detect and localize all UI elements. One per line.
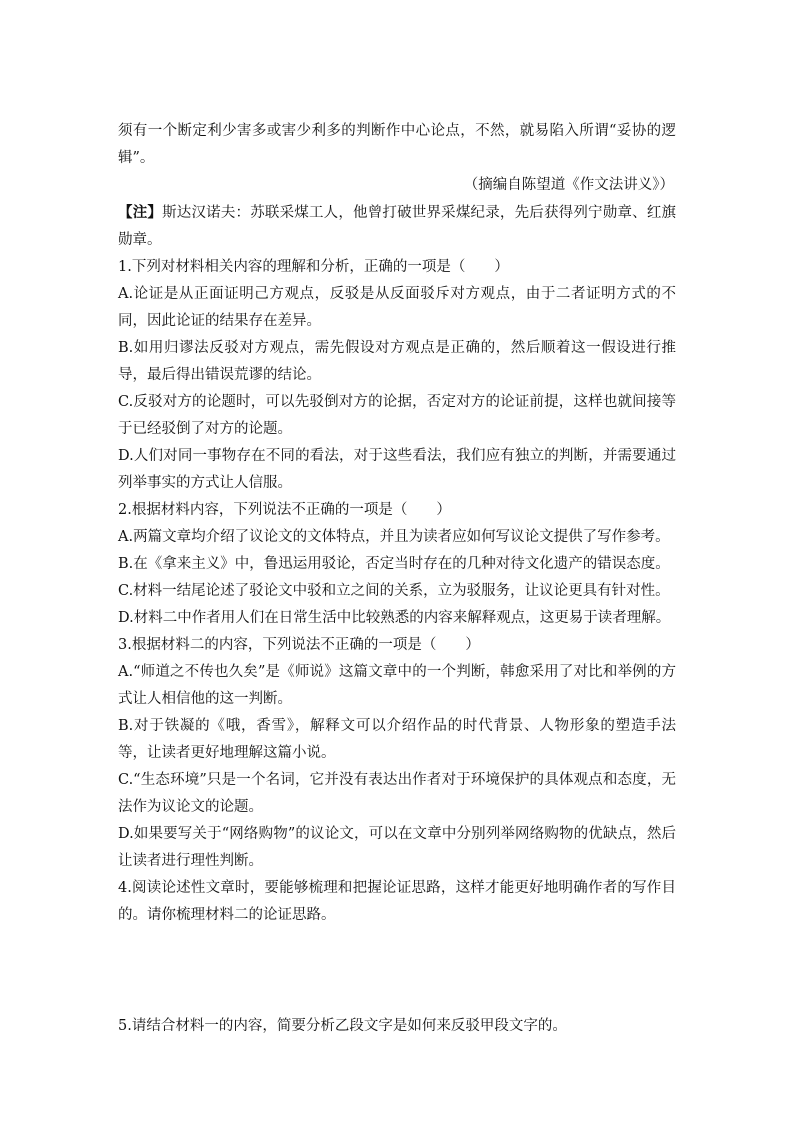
note-label: 【注】 bbox=[118, 204, 163, 221]
question-2-stem: 2.根据材料内容，下列说法不正确的一项是（ ） bbox=[118, 502, 451, 518]
question-1-stem: 1.下列对材料相关内容的理解和分析，正确的一项是（ ） bbox=[118, 259, 509, 275]
question-1-option-a: A.论证是从正面证明己方观点，反驳是从反面驳斥对方观点，由于二者证明方式的不同，因此论证的结果存在差异。 bbox=[118, 286, 676, 329]
question-3-stem: 3.根据材料二的内容，下列说法不正确的一项是（ ） bbox=[118, 637, 480, 653]
source-citation: （摘编自陈望道《作文法讲义》） bbox=[463, 177, 674, 193]
question-1-option-c: C.反驳对方的论题时，可以先驳倒对方的论据，否定对方的论证前提，这样也就间接等于已经驳倒了对方的论题。 bbox=[118, 394, 676, 437]
intro-paragraph: 须有一个断定利少害多或害少利多的判断作中心论点，不然，就易陷入所谓“妥协的逻辑”。 bbox=[118, 123, 676, 166]
question-5-stem: 5.请结合材料一的内容，简要分析乙段文字是如何来反驳甲段文字的。 bbox=[118, 1018, 567, 1034]
question-3-option-b: B.对于铁凝的《哦，香雪》，解释文可以介绍作品的时代背景、人物形象的塑造手法等，让读者更好地理解这篇小说。 bbox=[118, 718, 676, 761]
question-3-option-a: A.“师道之不传也久矣”是《师说》这篇文章中的一个判断，韩愈采用了对比和举例的方式让人相信他的这一判断。 bbox=[118, 664, 676, 707]
question-2-option-b: B.在《拿来主义》中，鲁迅运用驳论，否定当时存在的几种对待文化遗产的错误态度。 bbox=[118, 556, 670, 572]
question-3-option-c: C.“生态环境”只是一个名词，它并没有表达出作者对于环境保护的具体观点和态度，无法作为议论文的论题。 bbox=[118, 772, 676, 815]
note-text: 斯达汉诺夫：苏联采煤工人，他曾打破世界采煤纪录，先后获得列宁勋章、红旗勋章。 bbox=[118, 205, 677, 248]
note-paragraph bbox=[118, 199, 676, 254]
question-2-option-c: C.材料一结尾论述了驳论文中驳和立之间的关系，立为驳服务，让议论更具有针对性。 bbox=[118, 583, 670, 599]
question-4-stem: 4.阅读论述性文章时，要能够梳理和把握论证思路，这样才能更好地明确作者的写作目的。请你梳理材料二的论证思路。 bbox=[118, 880, 676, 923]
question-1-option-d: D.人们对同一事物存在不同的看法，对于这些看法，我们应有独立的判断，并需要通过列举事实的方式让人信服。 bbox=[118, 448, 676, 491]
question-3-option-d: D.如果要写关于“网络购物”的议论文，可以在文章中分别列举网络购物的优缺点，然后让读者进行理性判断。 bbox=[118, 826, 676, 869]
question-2-option-d: D.材料二中作者用人们在日常生活中比较熟悉的内容来解释观点，这更易于读者理解。 bbox=[118, 610, 671, 626]
question-1-option-b: B.如用归谬法反驳对方观点，需先假设对方观点是正确的，然后顺着这一假设进行推导，最后得出错误荒谬的结论。 bbox=[118, 340, 676, 383]
question-2-option-a: A.两篇文章均介绍了议论文的文体特点，并且为读者应如何写议论文提供了写作参考。 bbox=[118, 529, 670, 545]
answer-space bbox=[118, 929, 676, 1013]
